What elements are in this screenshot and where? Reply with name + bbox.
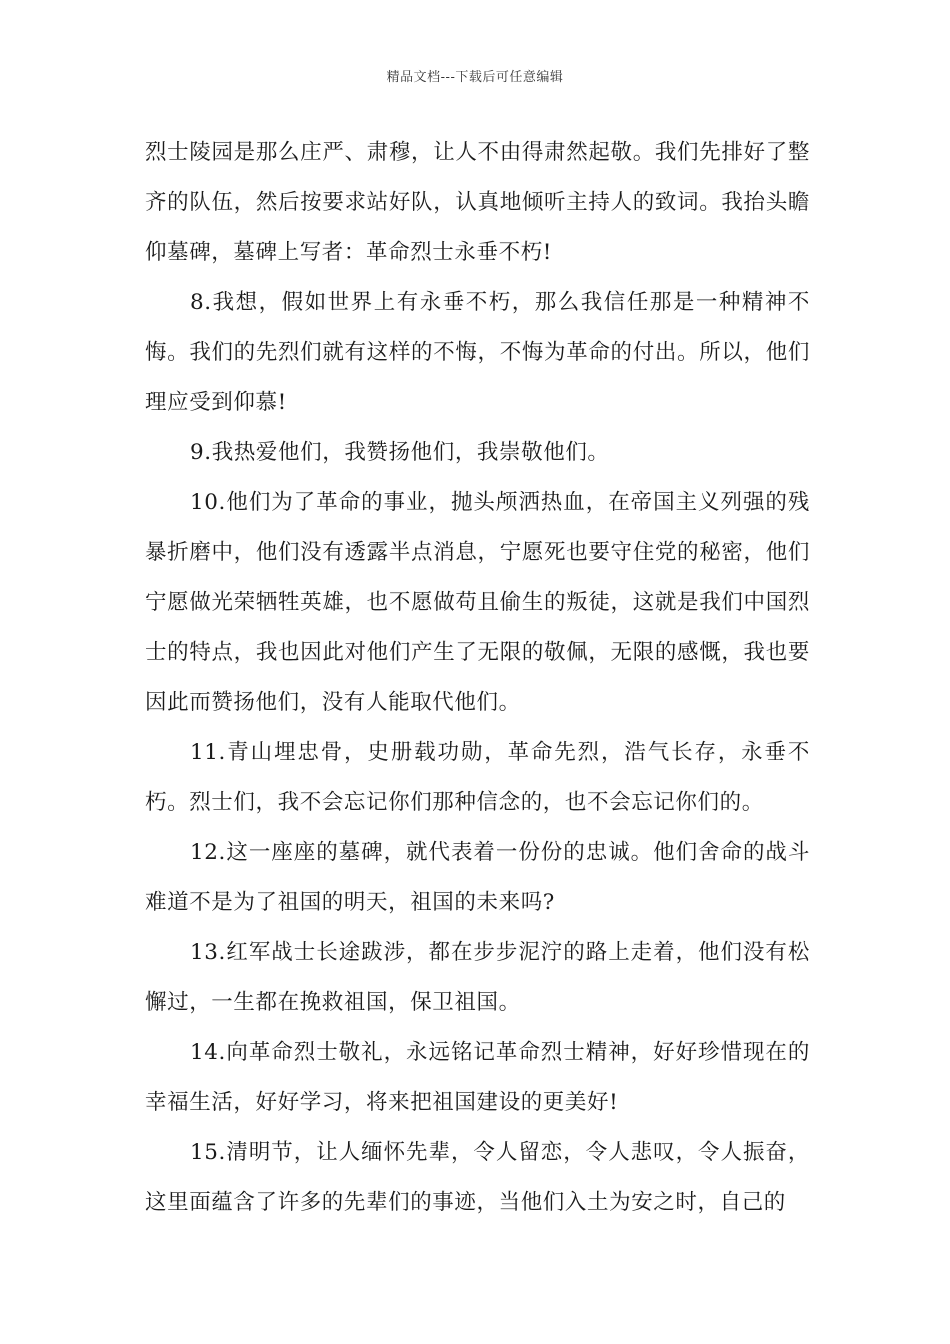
paragraph: 11.青山埋忠骨，史册载功勋，革命先烈，浩气长存，永垂不朽。烈士们，我不会忘记你们那种信念的，也不会忘记你们的。	[145, 740, 810, 815]
paragraph: 15.清明节，让人缅怀先辈，令人留恋，令人悲叹，令人振奋，这里面蕴含了许多的先辈们的事迹，当他们入土为安之时，自己的	[145, 1140, 810, 1215]
paragraph: 14.向革命烈士敬礼，永远铭记革命烈士精神，好好珍惜现在的幸福生活，好好学习，将来把祖国建设的更美好!	[145, 1040, 810, 1115]
paragraph: 10.他们为了革命的事业，抛头颅洒热血，在帝国主义列强的残暴折磨中，他们没有透露半点消息，宁愿死也要守住党的秘密，他们宁愿做光荣牺牲英雄，也不愿做苟且偷生的叛徒，这就是我们中国烈士的特点，我也因此对他们产生了无限的敬佩，无限的感慨，我也要因此而赞扬他们，没有人能取代他们。	[145, 490, 810, 715]
page-header: 精品文档---下载后可任意编辑	[386, 70, 564, 85]
paragraph: 烈士陵园是那么庄严、肃穆，让人不由得肃然起敬。我们先排好了整齐的队伍，然后按要求站好队，认真地倾听主持人的致词。我抬头瞻仰墓碑，墓碑上写者：革命烈士永垂不朽!	[145, 140, 810, 265]
document-body	[145, 128, 810, 1228]
paragraph: 8.我想，假如世界上有永垂不朽，那么我信任那是一种精神不悔。我们的先烈们就有这样的不悔，不悔为革命的付出。所以，他们理应受到仰慕!	[145, 290, 810, 415]
paragraph: 13.红军战士长途跋涉，都在步步泥泞的路上走着，他们没有松懈过，一生都在挽救祖国，保卫祖国。	[145, 940, 810, 1015]
paragraph: 12.这一座座的墓碑，就代表着一份份的忠诚。他们舍命的战斗难道不是为了祖国的明天，祖国的未来吗?	[145, 840, 810, 915]
paragraph: 9.我热爱他们，我赞扬他们，我崇敬他们。	[190, 440, 610, 465]
